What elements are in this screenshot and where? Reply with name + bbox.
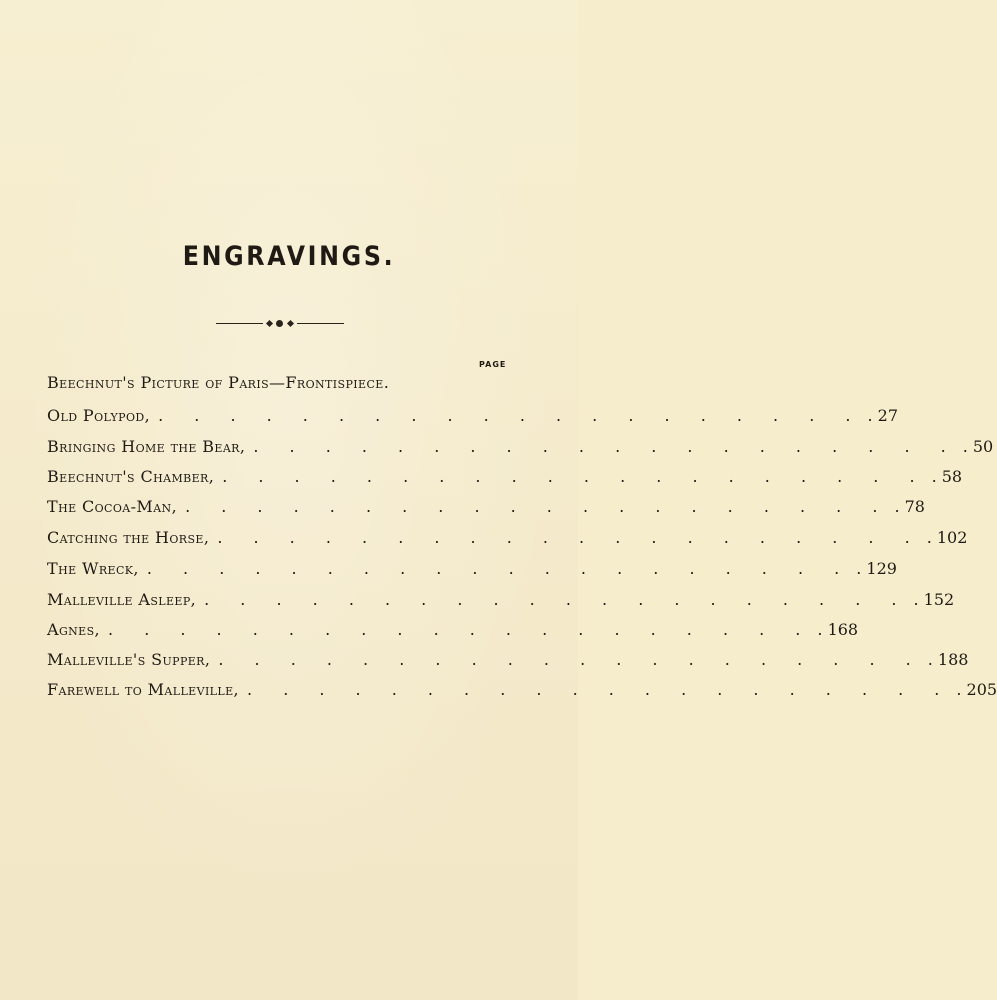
entry-row xyxy=(47,680,997,704)
dot-leader: . . . . . . . . . . . . . . . . . . . . xyxy=(253,437,959,456)
entry-title: Farewell to Malleville, xyxy=(47,680,240,699)
ornamental-divider xyxy=(216,316,344,332)
entry-row xyxy=(47,497,925,521)
page-column-label: PAGE xyxy=(479,360,507,369)
dot-leader: . . . . . . . . . . . . . . . . . . . . xyxy=(204,590,910,609)
entry-title: Malleville Asleep, xyxy=(47,590,197,609)
entry-row xyxy=(47,590,955,614)
divider-diamond-left xyxy=(266,320,273,327)
entry-title: The Wreck, xyxy=(47,559,139,578)
entry-title: The Cocoa-Man, xyxy=(47,497,178,516)
entry-row xyxy=(47,373,511,397)
divider-dot-center xyxy=(276,320,283,327)
dot-leader: . . . . . . . . . . . . . . . . . . . . xyxy=(108,620,814,639)
entry-row xyxy=(47,437,994,461)
dot-leader: . . . . . . . . . . . . . . . . . . . . xyxy=(158,406,864,425)
divider-diamond-right xyxy=(287,320,294,327)
dot-leader: . . . . . . . . . . . . . . . . . . . . xyxy=(247,680,953,699)
entry-title: Beechnut's Picture of Paris—Frontispiece. xyxy=(47,373,390,392)
divider-line-left xyxy=(216,323,263,324)
entry-row xyxy=(47,406,898,430)
entry-page-number: . 102 xyxy=(926,528,968,547)
entry-page-number: . 152 xyxy=(913,590,955,609)
entry-title: Malleville's Supper, xyxy=(47,650,211,669)
entry-page-number: . 129 xyxy=(856,559,897,578)
entry-page-number: . 78 xyxy=(894,497,925,516)
entry-title: Old Polypod, xyxy=(47,406,151,425)
entry-row xyxy=(47,528,968,552)
entry-title: Bringing Home the Bear, xyxy=(47,437,246,456)
dot-leader: . . . . . . . . . . . . . . . . . . . . xyxy=(217,528,923,547)
dot-leader: . . . . . . . . . . . . . . . . . . . . xyxy=(218,650,924,669)
entry-row xyxy=(47,559,897,583)
entry-page-number: . 168 xyxy=(817,620,859,639)
divider-line-right xyxy=(297,323,344,324)
entry-page-number: . 58 xyxy=(931,467,963,486)
dot-leader: . . . . . . . . . . . . . . . . . . . . xyxy=(146,559,853,578)
dot-leader: . . . . . . . . . . . . . . . . . . . . xyxy=(185,497,891,516)
entry-row xyxy=(47,467,963,491)
entry-title: Catching the Horse, xyxy=(47,528,210,547)
dot-leader: . . . . . . . . . . . . . . . . . . . . xyxy=(222,467,928,486)
entry-page-number: . 50 xyxy=(962,437,994,456)
entry-page-number: . 188 xyxy=(927,650,969,669)
entry-title: Beechnut's Chamber, xyxy=(47,467,215,486)
entry-title: Agnes, xyxy=(47,620,101,639)
entry-row xyxy=(47,620,859,644)
entry-page-number: . 27 xyxy=(867,406,898,425)
page-heading: ENGRAVINGS. xyxy=(182,241,396,272)
entry-row xyxy=(47,650,969,674)
entry-page-number: . 205 xyxy=(956,680,997,699)
